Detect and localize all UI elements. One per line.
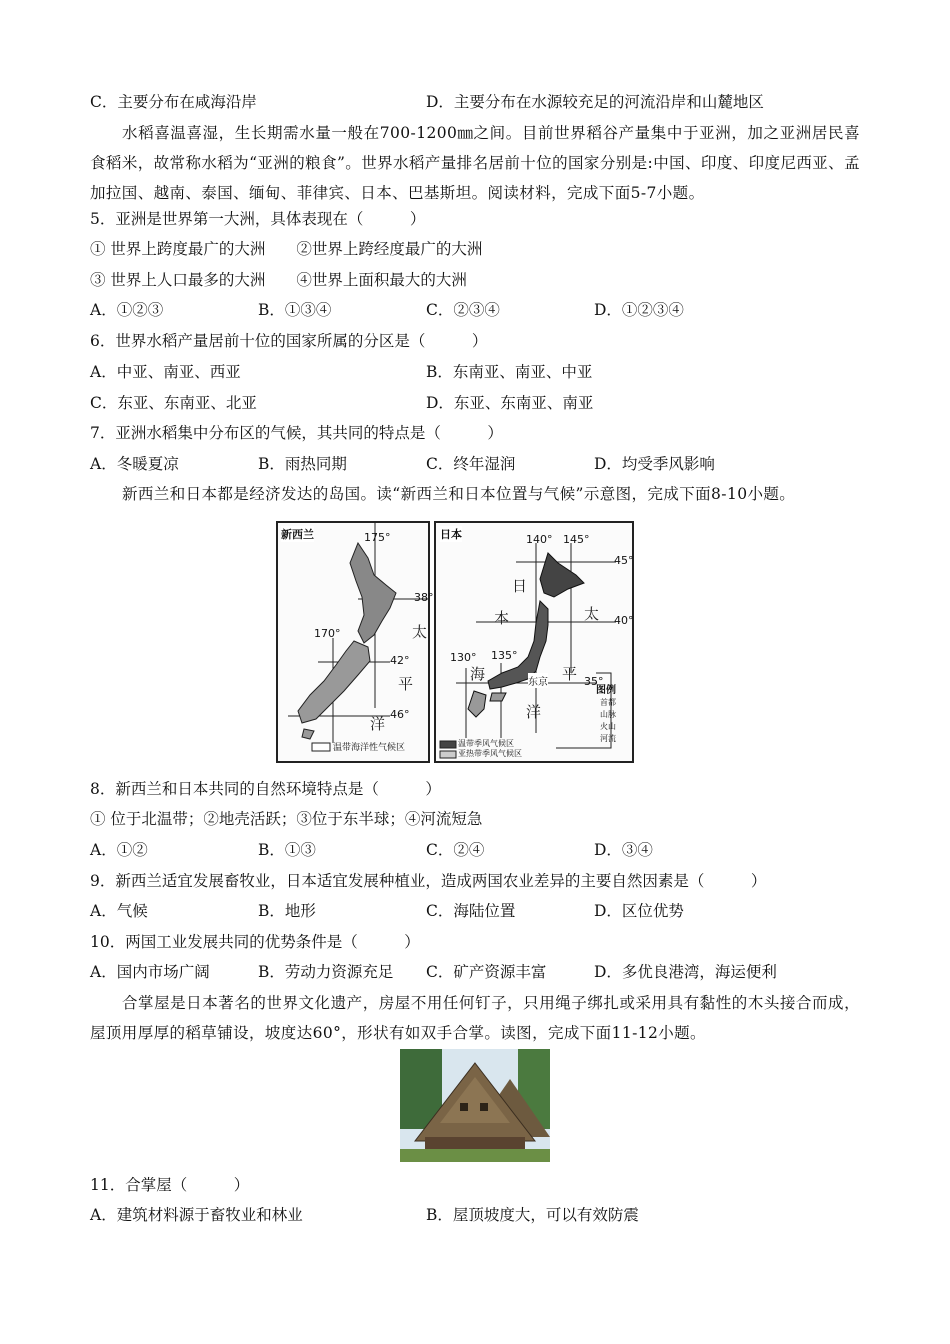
q10-stem: 10．两国工业发展共同的优势条件是（ ） bbox=[90, 933, 420, 951]
q9-stem: 9．新西兰适宜发展畜牧业，日本适宜发展种植业，造成两国农业差异的主要自然因素是（ ） bbox=[90, 872, 767, 890]
q10-option-a: A．国内市场广阔 bbox=[90, 963, 210, 981]
nz-ocean-char-2: 平 bbox=[398, 675, 414, 693]
q6-option-c: C．东亚、东南亚、北亚 bbox=[90, 394, 257, 412]
jp-legend-capital: 首都 bbox=[600, 698, 616, 707]
q5-option-b: B．①③④ bbox=[258, 301, 332, 319]
q6-option-b: B．东南亚、南亚、中亚 bbox=[426, 363, 593, 381]
q8-option-c: C．②④ bbox=[426, 841, 485, 859]
jp-hokkaido bbox=[540, 553, 584, 597]
jp-tokyo-label: 东京 bbox=[528, 673, 548, 688]
q5-option-c: C．②③④ bbox=[426, 301, 500, 319]
jp-lon-145: 145° bbox=[563, 533, 590, 546]
jp-lon-130: 130° bbox=[450, 651, 477, 664]
jp-lat-35: 35° bbox=[584, 675, 604, 688]
jp-sea-char-2: 本 bbox=[494, 609, 510, 627]
q4-option-c: C．主要分布在咸海沿岸 bbox=[90, 93, 257, 111]
nz-lat-42: 42° bbox=[390, 654, 410, 667]
q8-statement: ① 位于北温带；②地壳活跃；③位于东半球；④河流短急 bbox=[90, 810, 483, 828]
jp-ocean-char-2: 平 bbox=[562, 665, 578, 683]
q9-option-b: B．地形 bbox=[258, 902, 316, 920]
jp-sea-char-3: 海 bbox=[470, 665, 486, 683]
nz-lon-175: 175° bbox=[364, 531, 391, 544]
q7-option-c: C．终年湿润 bbox=[426, 455, 516, 473]
jp-legend-label-1: 温带季风气候区 bbox=[458, 739, 514, 748]
jp-shikoku bbox=[490, 693, 506, 701]
passage-nz-japan: 新西兰和日本都是经济发达的岛国。读“新西兰和日本位置与气候”示意图，完成下面8-10小题。 bbox=[122, 485, 796, 503]
window-2 bbox=[480, 1103, 488, 1111]
nz-map-svg bbox=[278, 523, 428, 761]
q9-option-d: D．区位优势 bbox=[594, 902, 684, 920]
jp-map-title: 日本 bbox=[440, 528, 462, 541]
jp-sea-char-1: 日 bbox=[512, 577, 528, 595]
q11-option-a: A．建筑材料源于畜牧业和林业 bbox=[90, 1206, 303, 1224]
jp-lat-40: 40° bbox=[614, 614, 634, 627]
nz-south-island bbox=[298, 641, 370, 723]
q10-option-c: C．矿产资源丰富 bbox=[426, 963, 547, 981]
jp-legend-title: 图例 bbox=[596, 685, 616, 696]
nz-north-island bbox=[350, 543, 396, 643]
jp-lat-45: 45° bbox=[614, 554, 634, 567]
nz-lon-170: 170° bbox=[314, 627, 341, 640]
grass bbox=[400, 1149, 550, 1162]
q7-stem: 7．亚洲水稻集中分布区的气候，其共同的特点是（ ） bbox=[90, 424, 503, 442]
jp-legend-label-2: 亚热带季风气候区 bbox=[458, 749, 522, 758]
q8-stem: 8．新西兰和日本共同的自然环境特点是（ ） bbox=[90, 780, 441, 798]
nz-map-panel bbox=[276, 521, 434, 763]
q7-option-a: A．冬暖夏凉 bbox=[90, 455, 179, 473]
nz-legend-swatch bbox=[312, 743, 330, 751]
jp-ocean-char-1: 太 bbox=[584, 605, 600, 623]
q6-option-a: A．中亚、南亚、西亚 bbox=[90, 363, 241, 381]
q5-statement-1: ① 世界上跨度最广的大洲 ②世界上跨经度最广的大洲 bbox=[90, 240, 483, 258]
q6-stem: 6．世界水稻产量居前十位的国家所属的分区是（ ） bbox=[90, 332, 488, 350]
nz-lat-38: 38° bbox=[414, 591, 434, 604]
jp-lon-135: 135° bbox=[491, 649, 518, 662]
jp-legend-mountain: 山脉 bbox=[600, 710, 616, 719]
jp-ocean-char-3: 洋 bbox=[526, 703, 542, 721]
jp-kyushu bbox=[468, 691, 486, 717]
passage-gassho-house: 合掌屋是日本著名的世界文化遗产，房屋不用任何钉子，只用绳子绑扎或采用具有黏性的木头接合而成，屋顶用厚厚的稻草铺设，坡度达60°，形状有如双手合掌。读图，完成下面11-12小题。 bbox=[90, 994, 860, 1042]
q10-option-b: B．劳动力资源充足 bbox=[258, 963, 394, 981]
q9-option-c: C．海陆位置 bbox=[426, 902, 516, 920]
q8-option-d: D．③④ bbox=[594, 841, 653, 859]
map-figure bbox=[276, 521, 636, 766]
q10-option-d: D．多优良港湾，海运便利 bbox=[594, 963, 777, 981]
gassho-house-illustration bbox=[400, 1049, 550, 1162]
window-1 bbox=[460, 1103, 468, 1111]
q4-option-d: D．主要分布在水源较充足的河流沿岸和山麓地区 bbox=[426, 93, 764, 111]
q5-option-a: A．①②③ bbox=[90, 301, 164, 319]
jp-lon-140: 140° bbox=[526, 533, 553, 546]
q5-statement-2: ③ 世界上人口最多的大洲 ④世界上面积最大的大洲 bbox=[90, 271, 467, 289]
jp-legend-swatch-1 bbox=[440, 741, 456, 748]
q11-stem: 11．合掌屋（ ） bbox=[90, 1176, 250, 1194]
q8-option-a: A．①② bbox=[90, 841, 148, 859]
nz-map-title: 新西兰 bbox=[281, 528, 314, 541]
nz-ocean-char-3: 洋 bbox=[370, 715, 386, 733]
nz-legend-label: 温带海洋性气候区 bbox=[333, 743, 406, 753]
nz-lat-46: 46° bbox=[390, 708, 410, 721]
jp-legend-volcano: 火山 bbox=[600, 722, 616, 731]
q7-option-b: B．雨热同期 bbox=[258, 455, 347, 473]
q6-option-d: D．东亚、东南亚、南亚 bbox=[426, 394, 594, 412]
passage-rice: 水稻喜温喜湿，生长期需水量一般在700-1200㎜之间。目前世界稻谷产量集中于亚洲，加之亚洲居民喜食稻米，故常称水稻为“亚洲的粮食”。世界水稻产量排名居前十位的国家分别是:中国、印度、印度尼西亚、孟加拉国、越南、泰国、缅甸、菲律宾、日本、巴基斯坦。阅读材料，完成下面5-7小题。 bbox=[90, 124, 860, 202]
q7-option-d: D．均受季风影响 bbox=[594, 455, 715, 473]
q5-stem: 5．亚洲是世界第一大洲，具体表现在（ ） bbox=[90, 210, 426, 228]
q9-option-a: A．气候 bbox=[90, 902, 148, 920]
jp-legend-swatch-2 bbox=[440, 751, 456, 758]
japan-map-panel bbox=[434, 521, 634, 763]
q5-option-d: D．①②③④ bbox=[594, 301, 684, 319]
jp-legend-river: 河流 bbox=[600, 734, 616, 743]
house-base bbox=[425, 1137, 525, 1151]
nz-ocean-char-1: 太 bbox=[412, 623, 428, 641]
q8-option-b: B．①③ bbox=[258, 841, 316, 859]
gassho-house-photo bbox=[400, 1049, 550, 1162]
q11-option-b: B．屋顶坡度大，可以有效防震 bbox=[426, 1206, 639, 1224]
nz-stewart-island bbox=[302, 729, 314, 739]
